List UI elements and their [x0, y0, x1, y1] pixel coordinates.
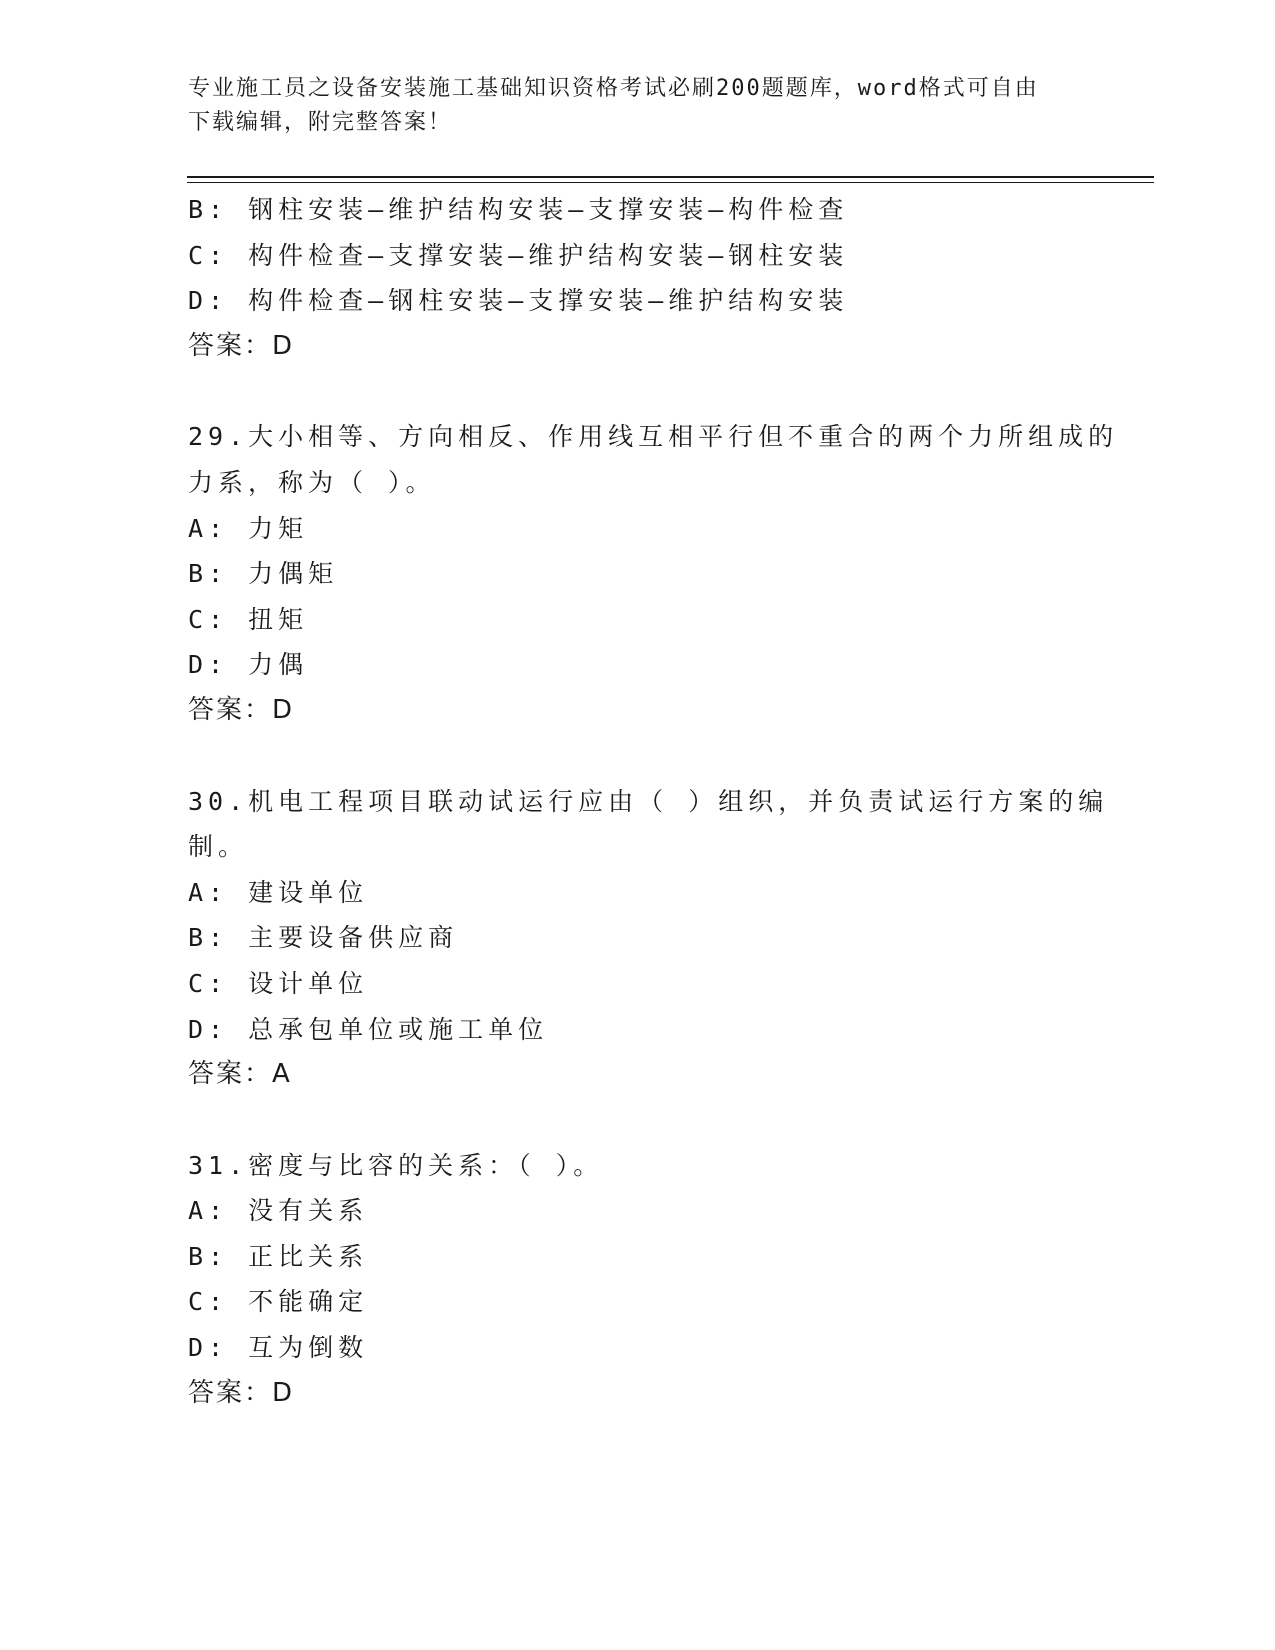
header-title-line-2: 下载编辑，附完整答案！ [188, 110, 453, 135]
question-30-option-c: C: 设计单位 [188, 968, 369, 998]
question-spacer [188, 1098, 1088, 1143]
question-28-answer: 答案：D [188, 330, 295, 361]
question-29-stem-line-1: 29.大小相等、方向相反、作用线互相平行但不重合的两个力所组成的 [188, 422, 1119, 452]
question-28-option-b: B: 钢柱安装—维护结构安装—支撑安装—构件检查 [188, 195, 849, 224]
question-29 [188, 414, 1119, 733]
question-spacer [188, 734, 1088, 779]
question-28 [188, 187, 1088, 369]
question-30-stem-line-1: 30.机电工程项目联动试运行应由（ ）组织，并负责试运行方案的编 [188, 786, 1109, 816]
question-28-option-c: C: 构件检查—支撑安装—维护结构安装—钢柱安装 [188, 240, 849, 270]
question-31-option-b: B: 正比关系 [188, 1241, 369, 1271]
question-29-option-b: B: 力偶矩 [188, 559, 339, 589]
question-30-stem-line-2: 制。 [188, 832, 249, 862]
question-28-option-d: D: 构件检查—钢柱安装—支撑安装—维护结构安装 [188, 286, 849, 316]
question-list [188, 187, 1119, 1416]
header-title-line-1: 专业施工员之设备安装施工基础知识资格考试必刷200题题库，word格式可自由 [188, 76, 1039, 101]
question-31 [188, 1143, 1088, 1417]
question-30-option-d: D: 总承包单位或施工单位 [188, 1014, 549, 1044]
question-30-answer: 答案：A [188, 1059, 292, 1090]
question-29-option-c: C: 扭矩 [188, 604, 309, 634]
question-30-option-a: A: 建设单位 [188, 877, 369, 907]
question-29-option-d: D: 力偶 [188, 650, 309, 680]
question-31-stem-line-1: 31.密度与比容的关系：（ ）。 [188, 1150, 604, 1180]
question-29-answer: 答案：D [188, 694, 295, 725]
document-header [188, 72, 1068, 140]
question-30-option-b: B: 主要设备供应商 [188, 923, 459, 953]
question-31-option-d: D: 互为倒数 [188, 1333, 369, 1363]
question-31-option-a: A: 没有关系 [188, 1196, 369, 1226]
question-30 [188, 779, 1109, 1098]
header-divider-thick [187, 176, 1154, 178]
question-31-option-c: C: 不能确定 [188, 1287, 369, 1317]
question-spacer [188, 369, 1088, 414]
header-divider-thin [187, 182, 1154, 183]
question-29-stem-line-2: 力系，称为（ ）。 [188, 467, 436, 497]
question-31-answer: 答案：D [188, 1377, 295, 1408]
question-29-option-a: A: 力矩 [188, 513, 309, 543]
